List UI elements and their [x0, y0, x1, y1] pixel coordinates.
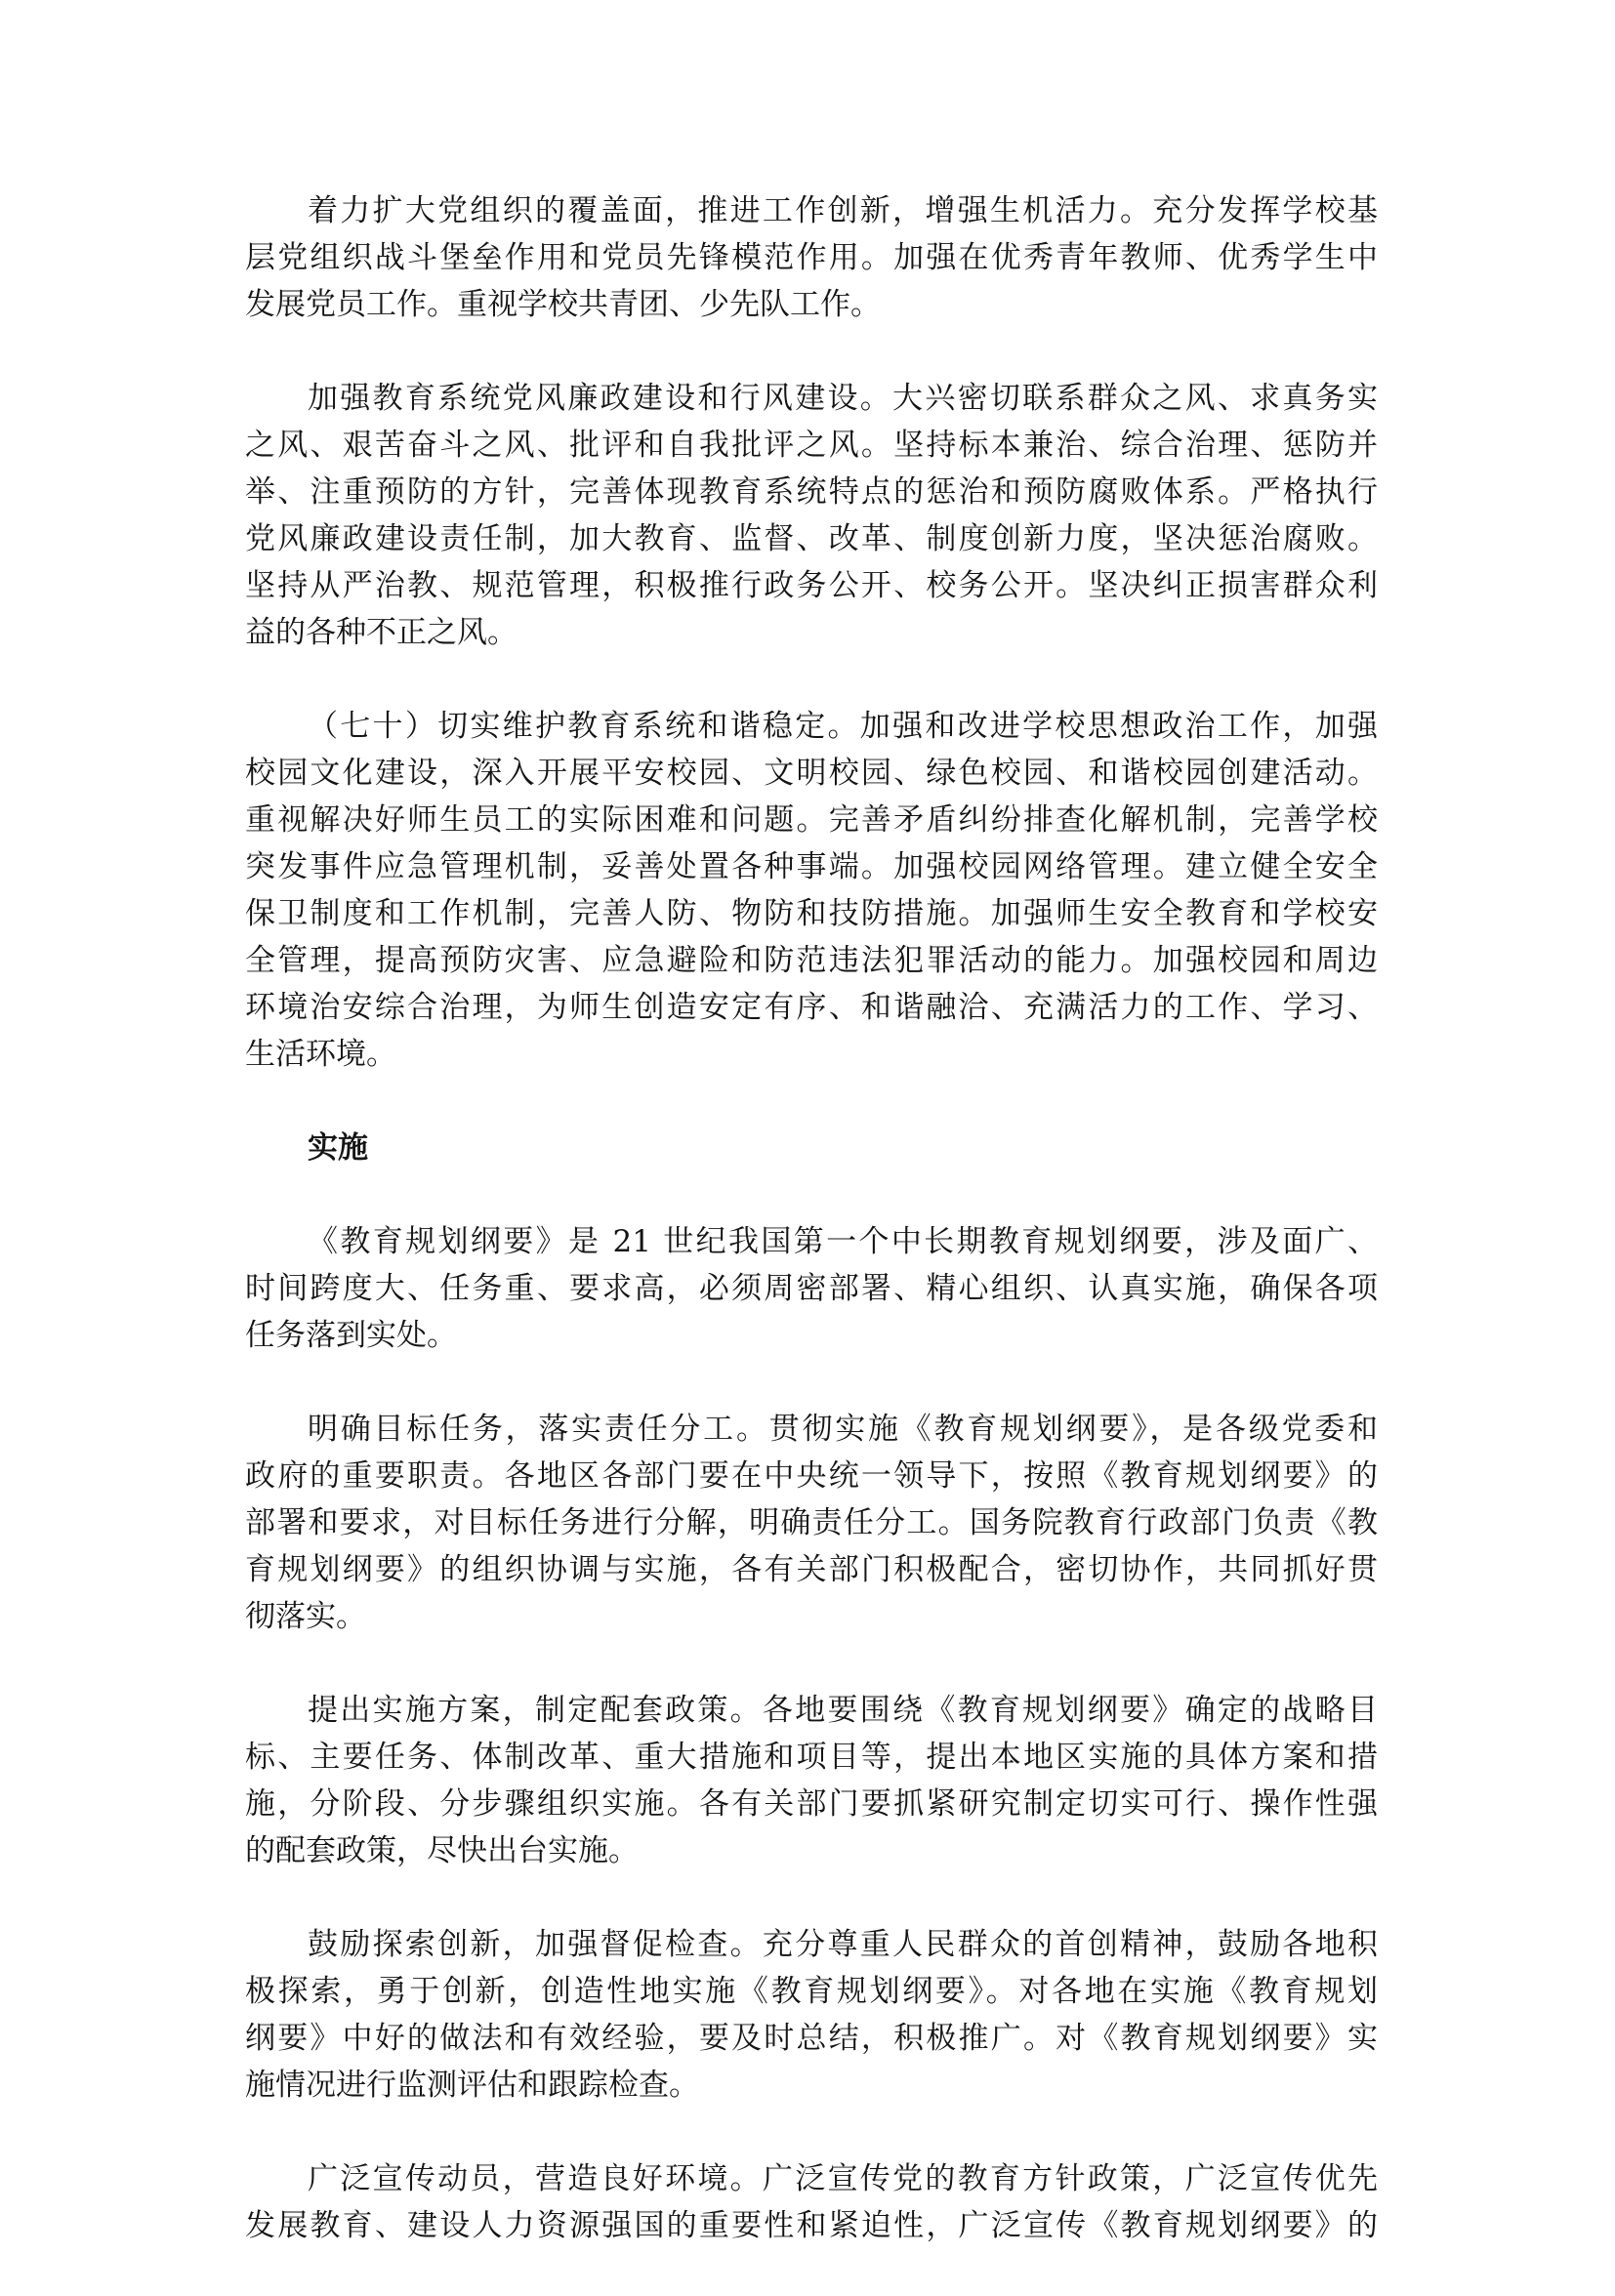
text-line: 提出实施方案，制定配套政策。各地要围绕《教育规划纲要》确定的战略目 — [308, 1693, 1378, 1728]
text-line: 保卫制度和工作机制，完善人防、物防和技防措施。加强师生安全教育和学校安 — [245, 896, 1378, 931]
text-line: 突发事件应急管理机制，妥善处置各种事端。加强校园网络管理。建立健全安全 — [245, 849, 1378, 884]
text-line: 育规划纲要》的组织协调与实施，各有关部门积极配合，密切协作，共同抓好贯 — [245, 1552, 1378, 1587]
text-line: 标、主要任务、体制改革、重大措施和项目等，提出本地区实施的具体方案和措 — [245, 1740, 1378, 1775]
text-line: 校园文化建设，深入开展平安校园、文明校园、绿色校园、和谐校园创建活动。 — [245, 756, 1378, 791]
paragraph-harmony-stability — [245, 703, 1378, 1078]
text-line: 鼓励探索创新，加强督促检查。充分尊重人民群众的首创精神，鼓励各地积 — [308, 1927, 1378, 1962]
text-line: 发展党员工作。重视学校共青团、少先队工作。 — [245, 287, 881, 322]
paragraph-integrity-building — [245, 375, 1378, 656]
text-line: 纲要》中好的做法和有效经验，要及时总结，积极推广。对《教育规划纲要》实 — [245, 2021, 1378, 2056]
text-line: 加强教育系统党风廉政建设和行风建设。大兴密切联系群众之风、求真务实 — [308, 381, 1378, 416]
text-line: 部署和要求，对目标任务进行分解，明确责任分工。国务院教育行政部门负责《教 — [245, 1505, 1378, 1540]
text-line: 之风、艰苦奋斗之风、批评和自我批评之风。坚持标本兼治、综合治理、惩防并 — [245, 428, 1378, 463]
text-line: 明确目标任务，落实责任分工。贯彻实施《教育规划纲要》，是各级党委和 — [308, 1412, 1378, 1447]
paragraph-implementation-plans — [245, 1687, 1378, 1874]
paragraph-outline-intro — [245, 1218, 1378, 1359]
paragraph-party-organization — [245, 187, 1378, 328]
document-body — [245, 187, 1378, 2296]
text-line: 重视解决好师生员工的实际困难和问题。完善矛盾纠纷排查化解机制，完善学校 — [245, 802, 1378, 838]
text-line: 政府的重要职责。各地区各部门要在中央统一领导下，按照《教育规划纲要》的 — [245, 1458, 1378, 1494]
text-line: 施情况进行监测评估和跟踪检查。 — [245, 2068, 699, 2103]
text-line: 《教育规划纲要》是 21 世纪我国第一个中长期教育规划纲要，涉及面广、 — [308, 1224, 1378, 1259]
text-line: 极探索，勇于创新，创造性地实施《教育规划纲要》。对各地在实施《教育规划 — [245, 1974, 1378, 2009]
paragraph-publicity — [245, 2155, 1378, 2249]
text-line: 任务落到实处。 — [245, 1318, 457, 1353]
text-line: 着力扩大党组织的覆盖面，推进工作创新，增强生机活力。充分发挥学校基 — [308, 193, 1378, 228]
paragraph-innovation-supervision — [245, 1921, 1378, 2109]
text-line: 发展教育、建设人力资源强国的重要性和紧迫性，广泛宣传《教育规划纲要》的 — [245, 2208, 1378, 2243]
text-line: 全管理，提高预防灾害、应急避险和防范违法犯罪活动的能力。加强校园和周边 — [245, 943, 1378, 978]
text-line: 益的各种不正之风。 — [245, 615, 518, 650]
text-line: 层党组织战斗堡垒作用和党员先锋模范作用。加强在优秀青年教师、优秀学生中 — [245, 240, 1378, 275]
section-heading: 实施 — [308, 1130, 368, 1166]
text-line: 的配套政策，尽快出台实施。 — [245, 1833, 639, 1868]
text-line: 坚持从严治教、规范管理，积极推行政务公开、校务公开。坚决纠正损害群众利 — [245, 568, 1378, 603]
text-line: 彻落实。 — [245, 1599, 366, 1634]
text-line: 举、注重预防的方针，完善体现教育系统特点的惩治和预防腐败体系。严格执行 — [245, 474, 1378, 510]
text-line: 环境治安综合治理，为师生创造安定有序、和谐融洽、充满活力的工作、学习、 — [245, 990, 1378, 1025]
text-line: 广泛宣传动员，营造良好环境。广泛宣传党的教育方针政策，广泛宣传优先 — [308, 2161, 1378, 2196]
text-line: 时间跨度大、任务重、要求高，必须周密部署、精心组织、认真实施，确保各项 — [245, 1271, 1378, 1306]
paragraph-responsibilities — [245, 1406, 1378, 1640]
text-line: 生活环境。 — [245, 1037, 396, 1072]
text-line: （七十）切实维护教育系统和谐稳定。加强和改进学校思想政治工作，加强 — [308, 709, 1378, 744]
text-line: 施，分阶段、分步骤组织实施。各有关部门要抓紧研究制定切实可行、操作性强 — [245, 1786, 1378, 1822]
text-line: 党风廉政建设责任制，加大教育、监督、改革、制度创新力度，坚决惩治腐败。 — [245, 521, 1378, 556]
